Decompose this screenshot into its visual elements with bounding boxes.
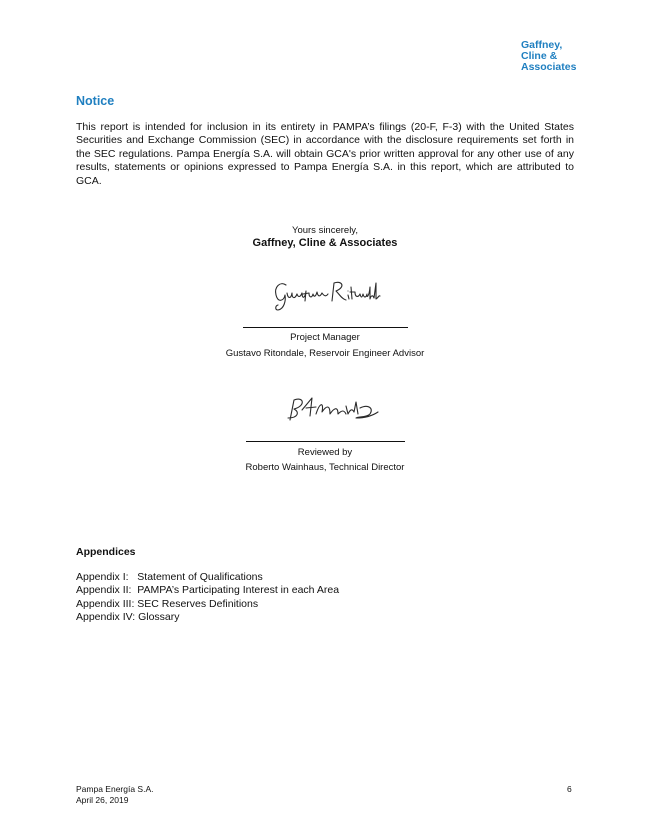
notice-heading: Notice [76,94,115,108]
appendix-item-1: Appendix I: Statement of Qualifications [76,571,263,583]
logo-line-3: Associates [521,61,577,73]
signatory-name-1: Gustavo Ritondale, Reservoir Engineer Advisor [225,348,425,359]
appendix-item-2: Appendix II: PAMPA’s Participating Interest in each Area [76,584,340,597]
closing-company: Gaffney, Cline & Associates [252,237,398,249]
logo-line-2: Cline & [521,50,558,62]
notice-paragraph: This report is intended for inclusion in its entirety in PAMPA’s filings (20-F, F-3) with the United States Securities and Exchange Commission (SEC) in accordance with the disclosure requirements set forth in the SEC regulations. Pampa Energía S.A. will obtain GCA's prior written approval for any other use of any results, statements or opinions expressed to Pampa Energía S.A. in this report, which are attributed to GCA. [76,121,574,187]
signature-line-1 [243,327,408,328]
signature-gustavo-ritondale [272,277,382,313]
footer-company: Pampa Energía S.A. [76,784,154,794]
appendices-list [76,571,339,625]
signatory-role-2: Reviewed by [297,447,353,458]
footer-date: April 26, 2019 [76,794,129,805]
page-number: 6 [567,784,572,794]
signature-line-2 [246,441,405,442]
signature-roberto-wainhaus [284,392,380,426]
company-logo [521,40,631,73]
closing-salutation: Yours sincerely, [291,225,358,236]
signatory-role-1: Project Manager [290,332,360,343]
footer [76,784,154,805]
appendices-heading: Appendices [76,546,136,558]
appendix-item-3: Appendix III: SEC Reserves Definitions [76,597,259,610]
appendix-item-4: Appendix IV: Glossary [76,611,180,624]
signatory-name-2: Roberto Wainhaus, Technical Director [245,462,405,473]
logo-line-1: Gaffney, [521,39,563,51]
